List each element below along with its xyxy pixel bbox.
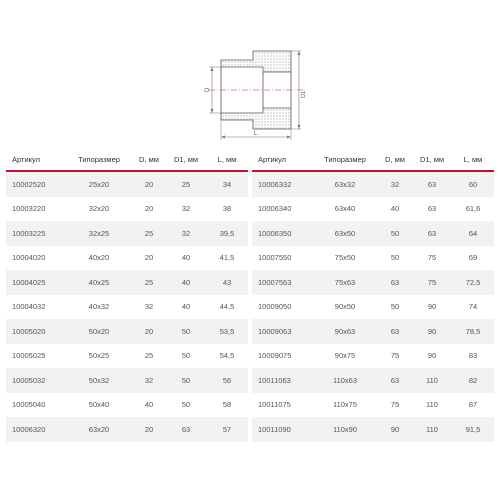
column-header-d: D, мм xyxy=(378,148,412,171)
cell-size: 90x50 xyxy=(334,302,356,312)
table-row xyxy=(6,417,248,442)
cell-l: 64 xyxy=(452,221,494,246)
cell-size: 50x40 xyxy=(88,400,110,410)
cell-l: 53,5 xyxy=(206,319,248,344)
cell-d1: 110 xyxy=(426,400,438,410)
cell-l: 43 xyxy=(206,270,248,295)
cell-d1: 25 xyxy=(166,171,206,197)
table-row xyxy=(252,221,494,246)
cell-d1: 63 xyxy=(412,221,452,246)
cell-d: 25 xyxy=(144,351,154,361)
cell-d1: 50 xyxy=(181,351,191,361)
cell-l: 78,5 xyxy=(452,319,494,344)
cell-l: 54,5 xyxy=(219,351,235,361)
cell-article: 10005040 xyxy=(12,400,46,410)
cell-article: 10006340 xyxy=(258,204,292,214)
cell-d1: 63 xyxy=(166,417,206,442)
table-row xyxy=(6,295,248,320)
cell-l: 61,6 xyxy=(465,204,481,214)
cell-d1: 110 xyxy=(412,417,452,442)
cell-d1: 63 xyxy=(427,204,437,214)
cell-d: 32 xyxy=(132,368,166,393)
cell-d: 32 xyxy=(378,171,412,197)
cell-article: 10003220 xyxy=(12,204,46,214)
cell-d1: 40 xyxy=(181,302,191,312)
cell-size: 110x63 xyxy=(312,368,378,393)
cell-l: 57 xyxy=(206,417,248,442)
cell-article: 10011063 xyxy=(252,368,312,393)
cell-d: 63 xyxy=(378,270,412,295)
cell-size: 75x50 xyxy=(334,253,356,263)
cell-l: 39,5 xyxy=(206,221,248,246)
cell-l: 44,5 xyxy=(219,302,235,312)
cell-article: 10005025 xyxy=(12,351,46,361)
cell-l: 87 xyxy=(468,400,478,410)
cell-d: 50 xyxy=(378,221,412,246)
table-row xyxy=(6,393,248,418)
table-row xyxy=(6,246,248,271)
cell-article: 10011090 xyxy=(252,417,312,442)
cell-l: 82 xyxy=(452,368,494,393)
table-row xyxy=(252,197,494,222)
cell-l: 69 xyxy=(468,253,478,263)
column-header-l: L, мм xyxy=(452,148,494,171)
cell-d1: 40 xyxy=(181,253,191,263)
right-spec-table xyxy=(252,148,494,442)
cell-d1: 90 xyxy=(412,319,452,344)
cell-l: 56 xyxy=(206,368,248,393)
spec-tables xyxy=(6,148,494,442)
cell-size: 110x90 xyxy=(312,417,378,442)
cell-l: 58 xyxy=(222,400,232,410)
table-header-row xyxy=(6,148,248,171)
cell-d: 20 xyxy=(144,253,154,263)
column-header-d1: D1, мм xyxy=(412,148,452,171)
table-row xyxy=(252,295,494,320)
cell-article: 10009075 xyxy=(258,351,292,361)
cell-size: 63x50 xyxy=(312,221,378,246)
cell-size: 32x20 xyxy=(88,204,110,214)
cell-d1: 90 xyxy=(427,302,437,312)
table-row xyxy=(6,197,248,222)
cell-size: 50x32 xyxy=(66,368,132,393)
cell-size: 50x25 xyxy=(88,351,110,361)
table-row xyxy=(252,171,494,197)
column-header-article: Артикул xyxy=(252,148,312,171)
table-row xyxy=(6,368,248,393)
cell-d1: 75 xyxy=(427,253,437,263)
cell-d1: 50 xyxy=(166,319,206,344)
cell-d: 63 xyxy=(378,319,412,344)
cell-article: 10007550 xyxy=(258,253,292,263)
cell-l: 83 xyxy=(468,351,478,361)
cell-size: 50x20 xyxy=(66,319,132,344)
cell-size: 90x63 xyxy=(312,319,378,344)
cell-d: 20 xyxy=(132,417,166,442)
cell-l: 74 xyxy=(468,302,478,312)
column-header-article: Артикул xyxy=(6,148,66,171)
cell-d: 90 xyxy=(378,417,412,442)
cell-d1: 50 xyxy=(166,368,206,393)
column-header-size: Типоразмер xyxy=(312,148,378,171)
table-row xyxy=(252,368,494,393)
cell-d: 25 xyxy=(132,270,166,295)
cell-size: 40x20 xyxy=(88,253,110,263)
cell-article: 10005032 xyxy=(6,368,66,393)
cell-d1: 75 xyxy=(412,270,452,295)
cell-article: 10004025 xyxy=(6,270,66,295)
column-header-l: L, мм xyxy=(206,148,248,171)
cell-article: 10011075 xyxy=(258,400,291,410)
cell-article: 10009063 xyxy=(252,319,312,344)
cell-d: 20 xyxy=(132,171,166,197)
table-row xyxy=(6,171,248,197)
cell-d1: 32 xyxy=(181,204,191,214)
cell-d: 75 xyxy=(390,351,400,361)
reducer-coupling-diagram xyxy=(195,40,310,145)
cell-d: 20 xyxy=(144,204,154,214)
cell-d1: 40 xyxy=(166,270,206,295)
cell-article: 10006332 xyxy=(252,171,312,197)
cell-article: 10004032 xyxy=(12,302,46,312)
cell-article: 10002520 xyxy=(6,171,66,197)
table-row xyxy=(252,393,494,418)
cell-d: 25 xyxy=(132,221,166,246)
cell-d: 63 xyxy=(378,368,412,393)
table-row xyxy=(252,246,494,271)
cell-article: 10007563 xyxy=(252,270,312,295)
label-d: D xyxy=(205,87,211,92)
label-d1: D1 xyxy=(301,90,307,98)
cell-d: 32 xyxy=(144,302,154,312)
table-row xyxy=(6,221,248,246)
label-l: L xyxy=(254,131,258,137)
cell-article: 10004020 xyxy=(12,253,46,263)
cell-size: 63x40 xyxy=(334,204,356,214)
cell-size: 90x75 xyxy=(334,351,356,361)
cell-d1: 32 xyxy=(166,221,206,246)
cell-size: 40x32 xyxy=(88,302,110,312)
cell-d: 50 xyxy=(390,302,400,312)
cell-size: 25x20 xyxy=(66,171,132,197)
fitting-drawing xyxy=(195,40,310,145)
cell-d1: 50 xyxy=(181,400,191,410)
column-header-size: Типоразмер xyxy=(66,148,132,171)
cell-d: 40 xyxy=(390,204,400,214)
cell-size: 110x75 xyxy=(332,400,358,410)
left-spec-table xyxy=(6,148,248,442)
table-row xyxy=(252,270,494,295)
cell-l: 34 xyxy=(206,171,248,197)
table-row xyxy=(6,344,248,369)
cell-article: 10006350 xyxy=(252,221,312,246)
cell-d: 40 xyxy=(144,400,154,410)
table-row xyxy=(6,319,248,344)
cell-article: 10003225 xyxy=(6,221,66,246)
cell-size: 75x63 xyxy=(312,270,378,295)
table-row xyxy=(252,319,494,344)
cell-d1: 110 xyxy=(412,368,452,393)
cell-d: 50 xyxy=(390,253,400,263)
table-header-row xyxy=(252,148,494,171)
cell-d: 20 xyxy=(132,319,166,344)
table-row xyxy=(6,270,248,295)
cell-l: 91,5 xyxy=(452,417,494,442)
table-row xyxy=(252,344,494,369)
cell-article: 10005020 xyxy=(6,319,66,344)
cell-d1: 90 xyxy=(427,351,437,361)
cell-size: 63x20 xyxy=(66,417,132,442)
cell-size: 40x25 xyxy=(66,270,132,295)
cell-size: 63x32 xyxy=(312,171,378,197)
column-header-d: D, мм xyxy=(132,148,166,171)
cell-size: 32x25 xyxy=(66,221,132,246)
cell-l: 60 xyxy=(452,171,494,197)
cell-d: 75 xyxy=(390,400,400,410)
table-row xyxy=(252,417,494,442)
cell-d1: 63 xyxy=(412,171,452,197)
cell-l: 38 xyxy=(222,204,232,214)
column-header-d1: D1, мм xyxy=(166,148,206,171)
cell-l: 41,5 xyxy=(219,253,235,263)
cell-article: 10009050 xyxy=(258,302,292,312)
cell-l: 72,5 xyxy=(452,270,494,295)
cell-article: 10006320 xyxy=(6,417,66,442)
